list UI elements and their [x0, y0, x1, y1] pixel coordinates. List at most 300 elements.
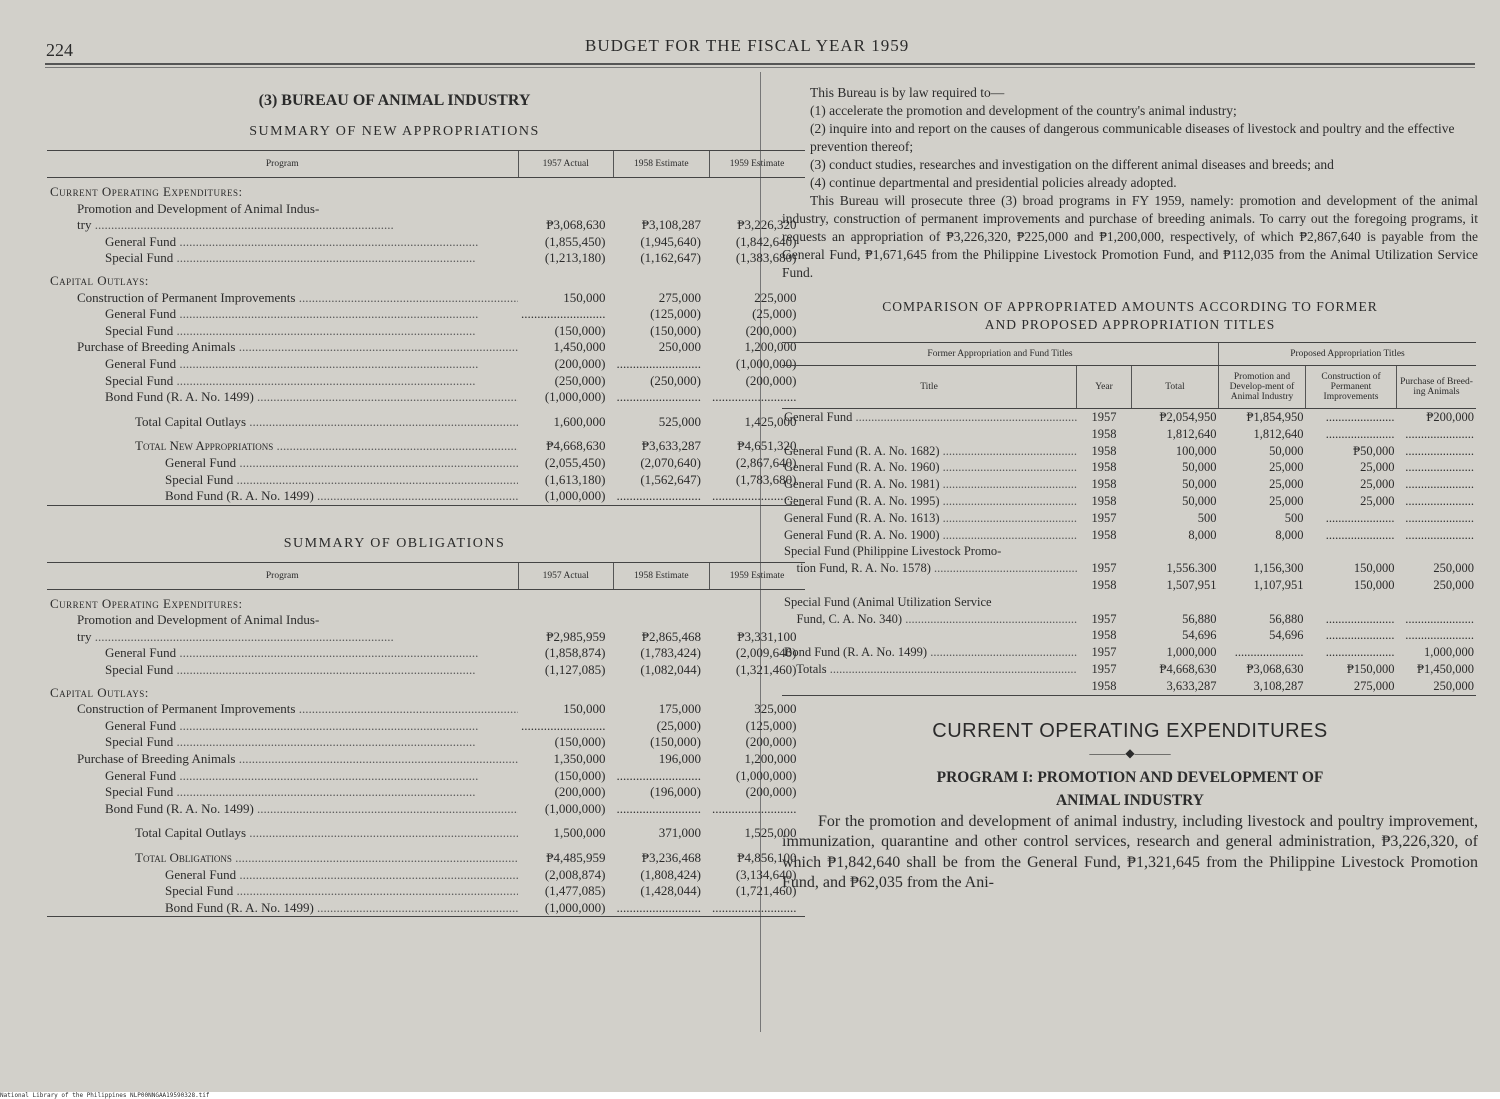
comparison-cell-title: Fund, C. A. No. 340) ..... [782, 611, 1077, 628]
comparison-cell-promo: 1,107,951 [1253, 577, 1304, 592]
col-1959: 1959 Estimate [709, 562, 805, 589]
row-value: (1,945,640) [640, 233, 701, 249]
table-row [47, 701, 805, 718]
row-label: Special Fund ..... [47, 472, 518, 489]
row-value: (25,000) [752, 306, 797, 322]
row-value: ₱3,226,320 [737, 217, 797, 233]
comparison-row [782, 577, 1476, 594]
col-title: Title [782, 366, 1077, 409]
comparison-cell-promo: 8,000 [1275, 527, 1304, 542]
row-value: (1,428,044) [640, 883, 701, 899]
comparison-cell-cons: 275,000 [1353, 678, 1395, 693]
row-value: 175,000 [658, 701, 701, 717]
comparison-cell-promo: ₱1,854,950 [1246, 410, 1304, 424]
comparison-cell-cons: ...................... [1325, 410, 1395, 424]
right-column [782, 84, 1478, 894]
row-label: Bond Fund (R. A. No. 1499) ..... [47, 801, 518, 818]
row-value: (196,000) [650, 784, 701, 800]
obligations-heading: SUMMARY OF OBLIGATIONS [283, 535, 506, 551]
intro-line: This Bureau is by law required to— [810, 85, 1005, 100]
comparison-cell-promo: ...................... [1234, 645, 1304, 660]
table-row [47, 356, 805, 373]
comparison-row [782, 594, 1476, 611]
row-label: try ..... [47, 629, 518, 646]
row-label: Special Fund ..... [47, 250, 518, 267]
row-label: Bond Fund (R. A. No. 1499) ..... [47, 488, 518, 505]
comparison-row [782, 510, 1476, 527]
row-value: (150,000) [650, 322, 701, 338]
col-1958: 1958 Estimate [614, 562, 710, 589]
comparison-cell-cons: 150,000 [1353, 561, 1395, 576]
row-value: 1,350,000 [553, 751, 606, 767]
row-label: Current Operating Expenditures: [50, 595, 243, 611]
duty-item-2: (2) inquire into and report on the causes of dangerous communicable diseases of livestock and poultry and the effective prevention thereof; [810, 121, 1455, 154]
comparison-cell-title: General Fund (R. A. No. 1613) ..... [782, 510, 1077, 527]
row-value: ₱3,633,287 [641, 438, 701, 454]
comparison-cell-cons: 25,000 [1360, 460, 1395, 475]
row-value: (1,721,460) [735, 883, 797, 899]
comparison-table [782, 342, 1476, 696]
row-value: .......................... [712, 488, 797, 504]
col-total: Total [1132, 366, 1219, 409]
table-row [47, 430, 805, 455]
row-value: .......................... [616, 800, 701, 816]
comparison-row [782, 459, 1476, 476]
comparison-cell-cons: ...................... [1325, 510, 1395, 525]
comparison-cell-year: 1958 [1091, 527, 1117, 542]
row-value: .......................... [521, 717, 606, 733]
program-heading-line1: PROGRAM I: PROMOTION AND DEVELOPMENT OF [936, 768, 1324, 786]
comparison-cell-promo: ₱3,068,630 [1246, 661, 1304, 676]
comparison-cell-cons: ...................... [1325, 628, 1395, 643]
row-value: (2,867,640) [735, 454, 797, 470]
col-1958: 1958 Estimate [614, 151, 710, 178]
comparison-cell-purch: ...................... [1405, 628, 1474, 643]
row-value: (150,000) [554, 767, 606, 783]
comparison-cell-cons [1306, 543, 1397, 560]
row-value: (1,000,000) [544, 899, 606, 915]
table-row [47, 234, 805, 251]
comparison-cell-purch: ₱1,450,000 [1417, 661, 1474, 676]
comparison-cell-cons: 25,000 [1360, 477, 1395, 492]
duty-item-3: (3) conduct studies, researches and investigation on the different animal diseases and breeds; and [810, 157, 1334, 172]
row-value: (200,000) [745, 372, 797, 388]
row-value: .......................... [616, 389, 701, 405]
row-value [518, 201, 614, 218]
row-value: 525,000 [658, 413, 701, 429]
comparison-cell-total: 50,000 [1182, 477, 1217, 492]
comparison-cell-total: 1,507,951 [1166, 577, 1217, 592]
row-value: (1,783,680) [735, 471, 797, 487]
comparison-cell-total: 8,000 [1188, 527, 1217, 542]
row-label: Current Operating Expenditures: [50, 184, 243, 199]
comparison-cell-year: 1958 [1091, 678, 1117, 693]
table-row [47, 842, 805, 867]
page-number: 224 [46, 40, 73, 60]
duty-item-1: (1) accelerate the promotion and development of the country's animal industry; [810, 103, 1237, 118]
comparison-cell-year: 1958 [1091, 460, 1117, 475]
row-value: .......................... [521, 306, 606, 322]
comparison-cell-title: Special Fund (Animal Utilization Service [784, 594, 992, 609]
comparison-cell-title [782, 426, 1077, 443]
comparison-cell-year: 1957 [1091, 561, 1117, 576]
row-value: (200,000) [745, 734, 797, 750]
row-label: General Fund ..... [47, 455, 518, 472]
group-proposed-header: Proposed Appropriation Titles [1219, 343, 1477, 366]
row-value: 225,000 [754, 289, 797, 305]
row-value: 371,000 [658, 825, 701, 841]
comparison-cell-promo: 54,696 [1269, 628, 1304, 643]
col-year: Year [1077, 366, 1132, 409]
col-construction: Construction of Permanent Improvements [1306, 366, 1397, 409]
table-row [47, 323, 805, 340]
bureau-title: (3) BUREAU OF ANIMAL INDUSTRY [258, 92, 531, 109]
row-value: ₱3,236,468 [641, 850, 701, 865]
obligations-table [47, 562, 805, 918]
comparison-cell-title: General Fund (R. A. No. 1981) ..... [782, 476, 1077, 493]
comparison-cell-purch: ...................... [1405, 493, 1474, 508]
row-value: (1,162,647) [640, 250, 701, 266]
row-value: (1,082,044) [640, 662, 701, 678]
comparison-cell-title: General Fund (R. A. No. 1995) ..... [782, 493, 1077, 510]
comparison-cell-total: 54,696 [1182, 628, 1217, 643]
row-label: Special Fund ..... [47, 883, 518, 900]
comparison-cell-purch: 1,000,000 [1424, 645, 1474, 660]
comparison-cell-purch: 250,000 [1433, 561, 1474, 576]
table-row [47, 718, 805, 735]
comparison-cell-year: 1957 [1091, 645, 1117, 660]
coe-heading: CURRENT OPERATING EXPENDITURES [932, 719, 1328, 742]
comparison-cell-year: 1957 [1091, 410, 1117, 424]
comparison-cell-cons: 150,000 [1353, 577, 1395, 592]
table-row [47, 267, 805, 290]
comparison-title-line2: AND PROPOSED APPROPRIATION TITLES [984, 317, 1276, 332]
table-row [47, 488, 805, 505]
comparison-row [782, 426, 1476, 443]
row-value: .......................... [616, 767, 701, 783]
comparison-cell-title: tion Fund, R. A. No. 1578) ..... [782, 560, 1077, 577]
row-value [518, 589, 614, 612]
comparison-cell-promo [1219, 543, 1306, 560]
table-row [47, 290, 805, 307]
row-label: Promotion and Development of Animal Indus- [77, 612, 320, 628]
program-heading [782, 766, 1478, 812]
table-row [47, 250, 805, 267]
header-rule-thin [45, 67, 1475, 68]
table-row [47, 455, 805, 472]
comparison-cell-cons: ...................... [1325, 611, 1395, 626]
table-row [47, 589, 805, 612]
appropriations-heading: SUMMARY OF NEW APPROPRIATIONS [249, 124, 540, 139]
table-row [47, 679, 805, 702]
comparison-cell-purch: 250,000 [1433, 678, 1474, 693]
row-value: 1,525,000 [744, 825, 797, 841]
comparison-cell-promo: 25,000 [1269, 477, 1304, 492]
col-program: Program [47, 151, 518, 178]
group-former-header: Former Appropriation and Fund Titles [782, 343, 1219, 366]
comparison-cell-cons: ...................... [1325, 645, 1395, 660]
row-value: ₱4,856,100 [737, 850, 797, 865]
row-label: General Fund ..... [47, 356, 518, 373]
row-value: .......................... [712, 389, 797, 405]
col-1957: 1957 Actual [518, 151, 614, 178]
comparison-cell-promo: 3,108,287 [1253, 678, 1304, 693]
row-value: (1,000,000) [544, 389, 606, 405]
comparison-cell-total: 500 [1197, 510, 1217, 525]
comparison-cell-year [1077, 543, 1132, 560]
table-row [47, 768, 805, 785]
row-value: (1,321,460) [735, 662, 797, 678]
comparison-cell-title: General Fund (R. A. No. 1682) ..... [782, 443, 1077, 460]
comparison-cell-promo: 1,156,300 [1253, 561, 1304, 576]
comparison-cell-year: 1958 [1091, 443, 1117, 458]
row-value [518, 267, 614, 290]
col-promotion: Promotion and Develop-ment of Animal Industry [1219, 366, 1306, 409]
comparison-cell-total [1132, 543, 1219, 560]
comparison-cell-total: 56,880 [1182, 611, 1217, 626]
row-value [614, 612, 710, 629]
row-value: ₱3,108,287 [641, 217, 701, 233]
comparison-cell-purch: ...................... [1405, 527, 1474, 542]
row-value: ₱2,865,468 [641, 628, 701, 644]
row-value: .......................... [712, 800, 797, 816]
row-label: Purchase of Breeding Animals ..... [47, 339, 518, 356]
row-value: 1,425,000 [744, 413, 797, 429]
row-value: .......................... [616, 899, 701, 915]
table-row [47, 801, 805, 818]
row-label: Special Fund ..... [47, 734, 518, 751]
row-value: (1,000,000) [735, 355, 797, 371]
comparison-cell-total: 1,556.300 [1166, 561, 1217, 576]
comparison-row [782, 527, 1476, 544]
comparison-row [782, 476, 1476, 493]
col-purchase: Purchase of Breed-ing Animals [1397, 366, 1477, 409]
row-label: Total Capital Outlays ..... [47, 406, 518, 431]
row-value: ₱4,651,320 [737, 438, 797, 454]
row-value: 1,500,000 [553, 825, 606, 841]
row-value: ₱3,068,630 [546, 217, 606, 233]
comparison-cell-purch: ...................... [1405, 426, 1474, 441]
left-column [47, 80, 797, 917]
row-value: 1,200,000 [744, 339, 797, 355]
comparison-row [782, 493, 1476, 510]
row-label: Capital Outlays: [50, 272, 149, 288]
comparison-row [782, 443, 1476, 460]
row-value: (200,000) [745, 784, 797, 800]
table-row [47, 389, 805, 406]
row-value [614, 178, 710, 201]
row-value: 150,000 [563, 289, 606, 305]
comparison-cell-purch: ...................... [1405, 443, 1474, 458]
comparison-cell-purch: ...................... [1405, 460, 1474, 475]
row-value: 1,200,000 [744, 751, 797, 767]
comparison-row [782, 543, 1476, 560]
row-label: General Fund ..... [47, 306, 518, 323]
row-value [614, 679, 710, 702]
row-value: 196,000 [658, 751, 701, 767]
comparison-cell-purch: ...................... [1405, 477, 1474, 492]
row-value [518, 612, 614, 629]
row-label: Bond Fund (R. A. No. 1499) ..... [47, 900, 518, 917]
comparison-title-line1: COMPARISON OF APPROPRIATED AMOUNTS ACCORDING TO FORMER [882, 299, 1378, 314]
row-value: (2,070,640) [640, 454, 701, 470]
row-label: try ..... [47, 217, 518, 234]
comparison-cell-year [1077, 594, 1132, 611]
row-value: (250,000) [650, 372, 701, 388]
table-row [47, 734, 805, 751]
table-row [47, 472, 805, 489]
row-value: (125,000) [745, 717, 797, 733]
comparison-cell-cons: ...................... [1325, 426, 1395, 441]
row-value: (1,213,180) [544, 250, 606, 266]
row-label: Special Fund ..... [47, 323, 518, 340]
comparison-cell-total: 100,000 [1175, 443, 1217, 458]
comparison-cell-year: 1957 [1091, 510, 1117, 525]
comparison-cell-purch: ...................... [1405, 510, 1474, 525]
comparison-cell-total: ₱2,054,950 [1159, 410, 1217, 424]
row-label: Total Capital Outlays ..... [47, 817, 518, 842]
comparison-cell-title: General Fund (R. A. No. 1900) ..... [782, 527, 1077, 544]
row-label: Construction of Permanent Improvements ..... [47, 701, 518, 718]
row-value: (2,008,874) [544, 866, 606, 882]
row-value: (1,562,647) [640, 471, 701, 487]
row-label: Special Fund ..... [47, 373, 518, 390]
row-value: (1,127,085) [544, 662, 606, 678]
row-value: 275,000 [658, 289, 701, 305]
comparison-cell-title [782, 577, 1077, 594]
table-row [47, 612, 805, 629]
comparison-cell-cons [1306, 594, 1397, 611]
comparison-row [782, 627, 1476, 644]
table-row [47, 629, 805, 646]
comparison-cell-year: 1958 [1091, 577, 1117, 592]
row-value [614, 201, 710, 218]
row-label: General Fund ..... [47, 645, 518, 662]
table-row [47, 867, 805, 884]
comparison-row [782, 409, 1476, 426]
row-value: 1,450,000 [553, 339, 606, 355]
table-row [47, 201, 805, 218]
row-value: (2,009,640) [735, 645, 797, 661]
comparison-cell-title: General Fund ..... [782, 409, 1077, 426]
row-value: (200,000) [554, 784, 606, 800]
row-label: Construction of Permanent Improvements ..... [47, 290, 518, 307]
row-value: (1,783,424) [640, 645, 701, 661]
row-value: ₱3,331,100 [737, 628, 797, 644]
comparison-cell-purch: 250,000 [1433, 577, 1474, 592]
comparison-cell-cons: ...................... [1325, 527, 1395, 542]
row-value: .......................... [616, 355, 701, 371]
row-value: (3,134,640) [735, 866, 797, 882]
comparison-row [782, 644, 1476, 661]
comparison-cell-promo [1219, 594, 1306, 611]
scan-footer: National Library of the Philippines NLP00NNGAA19590328.tif [0, 1092, 1500, 1099]
comparison-cell-purch [1397, 594, 1477, 611]
table-row [47, 406, 805, 431]
comparison-cell-title: Bond Fund (R. A. No. 1499) ..... [782, 644, 1077, 661]
comparison-cell-promo: 25,000 [1269, 493, 1304, 508]
row-value: 325,000 [754, 701, 797, 717]
row-value [518, 679, 614, 702]
row-value: (1,855,450) [544, 233, 606, 249]
table-row [47, 817, 805, 842]
row-label: Promotion and Development of Animal Indus- [77, 200, 320, 216]
col-1957: 1957 Actual [518, 562, 614, 589]
running-title: BUDGET FOR THE FISCAL YEAR 1959 [585, 36, 910, 55]
row-value: (1,477,085) [544, 883, 606, 899]
comparison-cell-year: 1958 [1091, 477, 1117, 492]
comparison-cell-promo: 56,880 [1269, 611, 1304, 626]
row-value: (1,000,000) [544, 488, 606, 504]
comparison-cell-promo: 25,000 [1269, 460, 1304, 475]
comparison-cell-total: ₱4,668,630 [1159, 661, 1217, 676]
row-label: General Fund ..... [47, 234, 518, 251]
row-value: (1,000,000) [544, 800, 606, 816]
row-value: (150,000) [554, 734, 606, 750]
row-value: (1,842,640) [735, 233, 797, 249]
comparison-cell-title [782, 678, 1077, 695]
comparison-cell-year: 1958 [1091, 493, 1117, 508]
table-row [47, 784, 805, 801]
table-row [47, 662, 805, 679]
row-value: (250,000) [554, 372, 606, 388]
table-row [47, 306, 805, 323]
comparison-cell-cons: ₱50,000 [1353, 443, 1395, 458]
comparison-row [782, 678, 1476, 695]
row-value: (125,000) [650, 306, 701, 322]
ornament-divider: ———◆——— [1089, 745, 1171, 760]
comparison-cell-purch: ...................... [1405, 611, 1474, 626]
row-value: (200,000) [554, 355, 606, 371]
table-row [47, 751, 805, 768]
comparison-cell-total: 1,812,640 [1166, 426, 1217, 441]
comparison-row [782, 611, 1476, 628]
comparison-cell-promo: 50,000 [1269, 443, 1304, 458]
row-value [614, 589, 710, 612]
row-value: ₱4,668,630 [546, 438, 606, 454]
comparison-cell-year: 1957 [1091, 611, 1117, 626]
col-1959: 1959 Estimate [709, 151, 805, 178]
row-label: General Fund ..... [47, 768, 518, 785]
row-value: .......................... [712, 899, 797, 915]
comparison-cell-total: 50,000 [1182, 493, 1217, 508]
table-row [47, 339, 805, 356]
comparison-cell-purch: ₱200,000 [1426, 410, 1474, 424]
comparison-cell-title [782, 627, 1077, 644]
header-rule [45, 63, 1475, 65]
table-row [47, 178, 805, 201]
comparison-cell-total: 50,000 [1182, 460, 1217, 475]
table-row [47, 645, 805, 662]
table-row [47, 883, 805, 900]
comparison-cell-total [1132, 594, 1219, 611]
comparison-cell-title: Special Fund (Philippine Livestock Promo- [784, 544, 1002, 559]
comparison-cell-promo: 500 [1284, 510, 1304, 525]
program-paragraph: For the promotion and development of animal industry, including livestock and poultry improvement, immunization, quarantine and other control services, research and general administration, ₱3,226,320, of which ₱1,842,640 shall be from the General Fund, ₱1,321,645 from the Philippine Livestock Promotion Fund, and ₱62,035 from the Ani- [782, 812, 1478, 892]
row-value [614, 267, 710, 290]
table-row [47, 900, 805, 917]
row-label: General Fund ..... [47, 867, 518, 884]
row-label: Bond Fund (R. A. No. 1499) ..... [47, 389, 518, 406]
row-value: (2,055,450) [544, 454, 606, 470]
row-value: (1,613,180) [544, 471, 606, 487]
comparison-cell-cons: 25,000 [1360, 493, 1395, 508]
comparison-cell-total: 1,000,000 [1166, 645, 1217, 660]
comparison-cell-year: 1957 [1091, 661, 1117, 676]
row-value [518, 178, 614, 201]
table-row [47, 373, 805, 390]
comparison-cell-total: 3,633,287 [1166, 678, 1217, 693]
